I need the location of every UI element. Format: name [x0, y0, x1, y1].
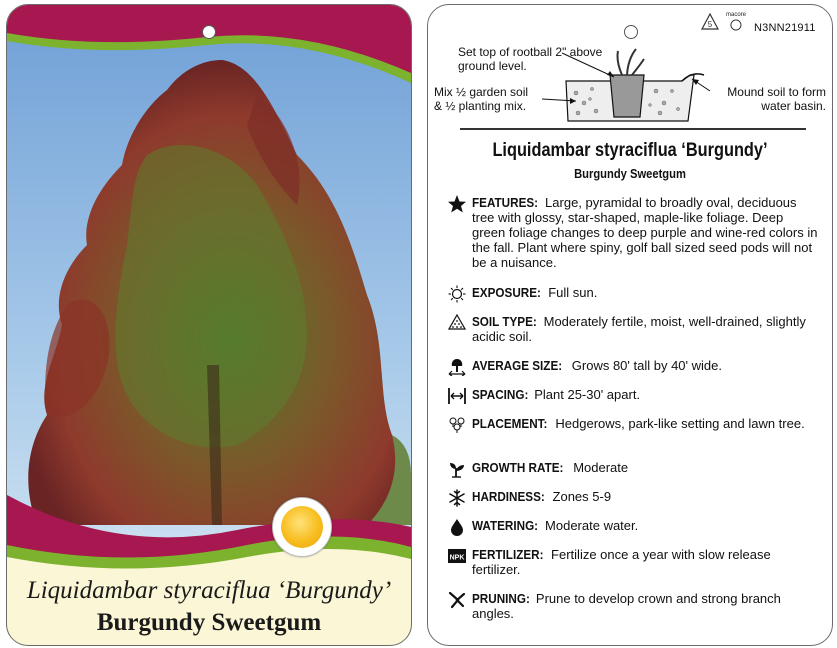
sun-outline-icon [448, 285, 466, 303]
section-fertilizer [448, 547, 818, 577]
section-growth-rate [448, 460, 818, 475]
planting-diagram-icon [532, 41, 712, 131]
section-spacing [448, 387, 818, 402]
full-sun-icon [272, 497, 332, 557]
npk-icon [448, 547, 466, 565]
section-text: Prune to develop crown and strong branch angles. [472, 591, 781, 621]
section-hardiness [448, 489, 818, 504]
soil-icon [448, 314, 466, 332]
section-pruning [448, 591, 818, 621]
snowflake-icon [448, 489, 466, 507]
section-text: Full sun. [544, 285, 598, 300]
section-label: FEATURES: [472, 195, 539, 210]
section-features [448, 195, 818, 270]
section-label: PRUNING: [472, 591, 530, 606]
size-icon [448, 358, 466, 376]
section-label: AVERAGE SIZE: [472, 358, 563, 373]
section-text: Zones 5-9 [548, 489, 612, 504]
section-label: WATERING: [472, 518, 539, 533]
section-placement [448, 416, 818, 431]
section-text: Moderate [569, 460, 629, 475]
macore-brand: macore [725, 12, 746, 18]
divider [460, 128, 806, 130]
section-label: GROWTH RATE: [472, 460, 564, 475]
section-text: Moderate water. [541, 518, 639, 533]
section-label: FERTILIZER: [472, 547, 544, 562]
section-average-size [448, 358, 818, 373]
placement-icon [448, 416, 466, 434]
section-label: PLACEMENT: [472, 416, 548, 431]
back-common-name: Burgundy Sweetgum [574, 166, 686, 181]
hang-hole [624, 25, 638, 39]
front-tag [6, 4, 412, 646]
section-text: Grows 80' tall by 40' wide. [568, 358, 722, 373]
macore-logo-icon [724, 12, 748, 32]
section-text: Hedgerows, park-like setting and lawn tree. [551, 416, 805, 431]
spacing-icon [448, 387, 466, 405]
section-text: Fertilize once a year with slow release fertilizer. [472, 547, 771, 577]
section-text: Moderately fertile, moist, well-drained, slightly acidic soil. [472, 314, 806, 344]
front-top-band [7, 5, 411, 95]
star-icon [448, 195, 466, 213]
section-text: Large, pyramidal to broadly oval, deciduous tree with glossy, star-shaped, maple-like foliage. Deep green foliage changes to deep purple and wine-red colors in the fall. Plant where spiny, golf ball sized seed pods will not be a nuisance. [472, 195, 818, 270]
section-exposure [448, 285, 818, 300]
svg-text:NPK: NPK [449, 554, 465, 562]
diagram-note-water-basin: Mound soil to form water basin. [727, 85, 826, 113]
section-label: SOIL TYPE: [472, 314, 537, 329]
back-latin-name: Liquidambar styraciflua ‘Burgundy’ [492, 140, 768, 161]
section-label: HARDINESS: [472, 489, 545, 504]
diagram-note-soil-mix: Mix ½ garden soil & ½ planting mix. [434, 85, 529, 113]
hang-hole [202, 25, 216, 39]
front-latin-name: Liquidambar styraciflua ‘Burgundy’ [26, 577, 392, 604]
product-code: N3NN21911 [754, 22, 816, 34]
front-common-name: Burgundy Sweetgum [96, 609, 322, 636]
section-soil-type [448, 314, 818, 344]
water-drop-icon [448, 518, 466, 536]
section-text: Plant 25-30' apart. [530, 387, 641, 402]
sprout-icon [448, 460, 466, 478]
pruners-icon [448, 591, 466, 609]
section-label: EXPOSURE: [472, 285, 541, 300]
recycle-icon [700, 13, 720, 31]
diagram-note-rootball: Set top of rootball 2" above ground level. [458, 45, 603, 73]
section-label: SPACING: [472, 387, 529, 402]
section-watering [448, 518, 818, 533]
back-tag [427, 4, 833, 646]
recycle-number: 5 [707, 20, 713, 29]
